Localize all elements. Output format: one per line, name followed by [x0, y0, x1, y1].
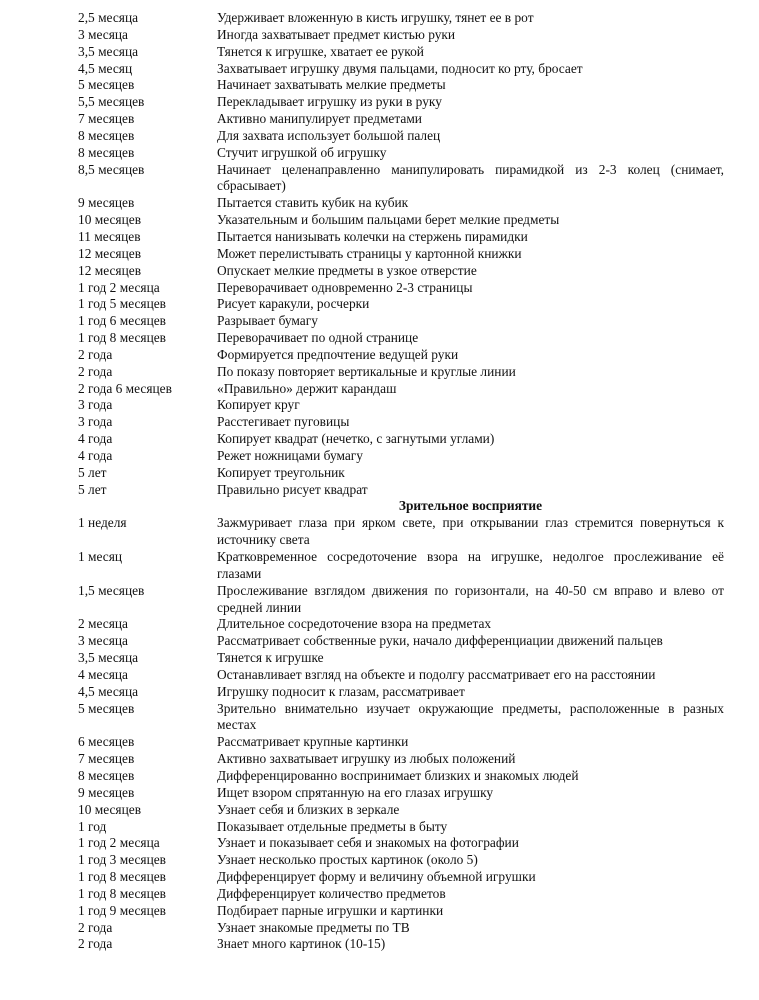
age-cell: 2 года	[78, 919, 113, 935]
table-row	[78, 347, 724, 364]
table-row	[78, 330, 724, 347]
description-cell: Удерживает вложенную в кисть игрушку, тянет ее в рот	[217, 10, 534, 25]
age-cell: 4 месяца	[78, 666, 129, 682]
table-row	[78, 414, 724, 431]
table-row	[78, 633, 724, 650]
age-cell: 7 месяцев	[78, 111, 135, 127]
age-cell: 1 год 8 месяцев	[78, 869, 166, 885]
description-cell: Переворачивает одновременно 2-3 страницы	[217, 279, 473, 295]
table-row	[78, 465, 724, 482]
age-cell: 3 года	[78, 397, 113, 413]
age-cell: 8 месяцев	[78, 144, 135, 160]
table-row	[78, 835, 724, 852]
table-row	[78, 94, 724, 111]
table-row	[78, 751, 724, 768]
age-cell: 5 лет	[78, 481, 107, 497]
description-cell: Дифференцированно воспринимает близких и знакомых людей	[217, 767, 579, 783]
table-row	[78, 819, 724, 836]
age-cell: 9 месяцев	[78, 195, 135, 211]
description-cell: Начинает захватывать мелкие предметы	[217, 77, 446, 93]
table-row	[78, 549, 724, 583]
age-cell: 2,5 месяца	[78, 10, 139, 25]
description-cell: Рассматривает собственные руки, начало дифференциации движений пальцев	[217, 633, 663, 649]
table-row	[78, 212, 724, 229]
age-cell: 1,5 месяцев	[78, 582, 145, 598]
age-cell: 8 месяцев	[78, 127, 135, 143]
age-cell: 8 месяцев	[78, 767, 135, 783]
table-row	[78, 162, 724, 196]
age-cell: 5 месяцев	[78, 77, 135, 93]
table-row	[78, 44, 724, 61]
description-cell: Для захвата использует большой палец	[217, 127, 441, 143]
age-cell: 6 месяцев	[78, 734, 135, 750]
table-row	[78, 431, 724, 448]
age-cell: 1 год 9 месяцев	[78, 902, 166, 918]
table-row	[78, 61, 724, 78]
table-row	[78, 583, 724, 617]
description-cell: Узнает несколько простых картинок (около 5)	[217, 852, 478, 868]
description-cell: Правильно рисует квадрат	[217, 481, 368, 497]
description-cell: Копирует квадрат (нечетко, с загнутыми углами)	[217, 431, 495, 447]
description-cell: Разрывает бумагу	[217, 313, 318, 329]
age-cell: 5,5 месяцев	[78, 94, 145, 110]
description-cell: Игрушку подносит к глазам, рассматривает	[217, 683, 465, 699]
description-cell: Иногда захватывает предмет кистью руки	[217, 26, 456, 42]
table-row	[78, 869, 724, 886]
age-cell: 5 лет	[78, 464, 107, 480]
age-cell: 1 неделя	[78, 515, 127, 531]
age-cell: 3 года	[78, 414, 113, 430]
age-cell: 3,5 месяца	[78, 43, 139, 59]
age-cell: 1 год	[78, 818, 107, 834]
description-cell: Перекладывает игрушку из руки в руку	[217, 94, 442, 110]
description-cell: Тянется к игрушке	[217, 650, 324, 666]
description-cell: Активно манипулирует предметами	[217, 111, 422, 127]
age-cell: 3 месяца	[78, 26, 129, 42]
table-row	[78, 263, 724, 280]
age-cell: 2 месяца	[78, 616, 129, 632]
description-cell: Пытается ставить кубик на кубик	[217, 195, 409, 211]
visual-section	[78, 515, 724, 953]
age-cell: 4,5 месяц	[78, 60, 133, 76]
age-cell: 12 месяцев	[78, 245, 142, 261]
table-row	[78, 886, 724, 903]
description-cell: Переворачивает по одной странице	[217, 330, 419, 346]
age-cell: 5 месяцев	[78, 700, 135, 716]
age-cell: 1 год 6 месяцев	[78, 313, 166, 329]
age-cell: 10 месяцев	[78, 801, 142, 817]
table-row	[78, 128, 724, 145]
description-cell: Расстегивает пуговицы	[217, 414, 350, 430]
table-row	[78, 616, 724, 633]
description-cell: Дифференцирует количество предметов	[217, 885, 446, 901]
description-cell: Останавливает взгляд на объекте и подолгу рассматривает его на расстоянии	[217, 666, 656, 682]
table-row	[78, 27, 724, 44]
description-cell: Копирует треугольник	[217, 464, 345, 480]
description-cell: Длительное сосредоточение взора на предметах	[217, 616, 492, 632]
description-cell: Активно захватывает игрушку из любых положений	[217, 751, 516, 767]
description-cell: «Правильно» держит карандаш	[217, 380, 397, 396]
age-cell: 2 года 6 месяцев	[78, 380, 172, 396]
age-cell: 2 года	[78, 363, 113, 379]
description-cell: Дифференцирует форму и величину объемной игрушки	[217, 869, 536, 885]
description-cell: Зажмуривает глаза при ярком свете, при открывании глаз стремится повернуться к источнику света	[217, 515, 724, 548]
description-cell: Зрительно внимательно изучает окружающие предметы, расположенные в разных местах	[217, 700, 724, 733]
description-cell: Показывает отдельные предметы в быту	[217, 818, 448, 834]
description-cell: Формируется предпочтение ведущей руки	[217, 346, 459, 362]
age-cell: 4 года	[78, 447, 113, 463]
age-cell: 8,5 месяцев	[78, 161, 145, 177]
description-cell: Подбирает парные игрушки и картинки	[217, 902, 444, 918]
table-row	[78, 852, 724, 869]
table-row	[78, 482, 724, 499]
motor-section	[78, 10, 724, 498]
table-row	[78, 515, 724, 549]
age-cell: 1 год 2 месяца	[78, 835, 160, 851]
table-row	[78, 701, 724, 735]
table-row	[78, 77, 724, 94]
description-cell: Тянется к игрушке, хватает ее рукой	[217, 43, 424, 59]
age-cell: 2 года	[78, 346, 113, 362]
age-cell: 3,5 месяца	[78, 650, 139, 666]
table-row	[78, 768, 724, 785]
table-row	[78, 650, 724, 667]
description-cell: Узнает и показывает себя и знакомых на фотографии	[217, 835, 519, 851]
description-cell: Стучит игрушкой об игрушку	[217, 144, 387, 160]
description-cell: Может перелистывать страницы у картонной книжки	[217, 245, 522, 261]
table-row	[78, 734, 724, 751]
age-cell: 3 месяца	[78, 633, 129, 649]
table-row	[78, 296, 724, 313]
description-cell: Копирует круг	[217, 397, 300, 413]
age-cell: 4,5 месяца	[78, 683, 139, 699]
description-cell: Кратковременное сосредоточение взора на игрушке, недолгое прослеживание её глазами	[217, 549, 724, 581]
description-cell: Рассматривает крупные картинки	[217, 734, 409, 750]
table-row	[78, 145, 724, 162]
description-cell: Опускает мелкие предметы в узкое отверстие	[217, 262, 477, 278]
description-cell: Узнает знакомые предметы по ТВ	[217, 919, 410, 935]
age-cell: 1 год 5 месяцев	[78, 296, 166, 312]
age-cell: 1 год 3 месяцев	[78, 852, 166, 868]
table-row	[78, 364, 724, 381]
table-row	[78, 684, 724, 701]
age-cell: 1 год 8 месяцев	[78, 330, 166, 346]
description-cell: Рисует каракули, росчерки	[217, 296, 370, 312]
age-cell: 12 месяцев	[78, 262, 142, 278]
table-row	[78, 802, 724, 819]
description-cell: По показу повторяет вертикальные и круглые линии	[217, 363, 516, 379]
description-cell: Прослеживание взглядом движения по горизонтали, на 40-50 см вправо и влево от средней линии	[217, 582, 724, 615]
age-cell: 10 месяцев	[78, 212, 142, 228]
table-row	[78, 229, 724, 246]
description-cell: Режет ножницами бумагу	[217, 447, 363, 463]
table-row	[78, 313, 724, 330]
description-cell: Знает много картинок (10-15)	[217, 936, 386, 952]
table-row	[78, 936, 724, 953]
description-cell: Ищет взором спрятанную на его глазах игрушку	[217, 784, 494, 800]
description-cell: Указательным и большим пальцами берет мелкие предметы	[217, 212, 560, 228]
age-cell: 9 месяцев	[78, 784, 135, 800]
table-row	[78, 448, 724, 465]
table-row	[78, 785, 724, 802]
table-row	[78, 381, 724, 398]
age-cell: 1 год 2 месяца	[78, 279, 160, 295]
age-cell: 1 месяц	[78, 549, 123, 564]
description-cell: Захватывает игрушку двумя пальцами, подносит ко рту, бросает	[217, 60, 583, 76]
description-cell: Узнает себя и близких в зеркале	[217, 801, 400, 817]
section-heading-visual: Зрительное восприятие	[398, 498, 543, 514]
table-row	[78, 10, 724, 27]
age-cell: 2 года	[78, 936, 113, 952]
table-row	[78, 903, 724, 920]
milestones-table	[78, 10, 724, 953]
table-row	[78, 920, 724, 937]
table-row	[78, 397, 724, 414]
age-cell: 11 месяцев	[78, 228, 141, 244]
age-cell: 1 год 8 месяцев	[78, 885, 166, 901]
table-row	[78, 195, 724, 212]
table-row	[78, 280, 724, 297]
description-cell: Пытается нанизывать колечки на стержень пирамидки	[217, 228, 528, 244]
age-cell: 7 месяцев	[78, 751, 135, 767]
table-row	[78, 667, 724, 684]
table-row	[78, 246, 724, 263]
table-row	[78, 111, 724, 128]
description-cell: Начинает целенаправленно манипулировать пирамидкой из 2-3 колец (снимает, сбрасывает)	[217, 161, 724, 194]
age-cell: 4 года	[78, 431, 113, 447]
